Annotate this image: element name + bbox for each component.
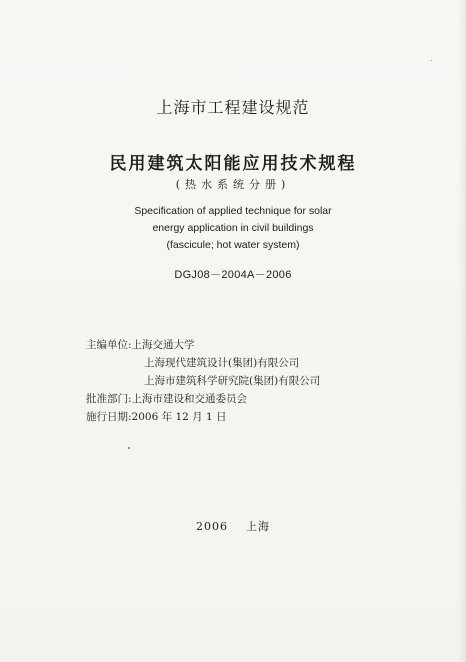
- english-title-line: (fascicule; hot water system): [166, 239, 300, 251]
- footer-city: 上海: [246, 520, 270, 533]
- scan-speck: [128, 447, 130, 449]
- chief-editor-label: 主编单位:: [86, 339, 132, 351]
- english-title: [0, 203, 466, 254]
- effective-date-label: 施行日期:: [86, 411, 132, 423]
- scan-speck: [431, 60, 432, 61]
- standard-code: DGJ08－2004A－2006: [174, 269, 292, 281]
- english-title-line: energy application in civil buildings: [152, 222, 314, 234]
- chief-editor-unit: 上海市建筑科学研究院(集团)有限公司: [144, 375, 321, 387]
- approval-row: [86, 390, 320, 408]
- effective-date-row: [86, 408, 320, 426]
- approval-label: 批准部门:: [86, 393, 132, 405]
- effective-date-value: 2006 年 12 月 1 日: [131, 411, 227, 423]
- footer-year: 2006: [196, 520, 228, 533]
- publication-info: [86, 336, 320, 426]
- chief-editor-row: [86, 372, 320, 390]
- chief-editor-row: [86, 354, 320, 372]
- main-title: 民用建筑太阳能应用技术规程: [109, 154, 357, 174]
- footer-imprint: [0, 518, 466, 534]
- series-title: 上海市工程建设规范: [156, 98, 310, 117]
- chief-editor-unit: 上海现代建筑设计(集团)有限公司: [144, 357, 300, 369]
- chief-editor-row: [86, 336, 320, 354]
- english-title-line: Specification of applied technique for solar: [134, 205, 332, 217]
- chief-editor-unit: 上海交通大学: [131, 339, 195, 351]
- subtitle: (热水系统分册): [175, 178, 291, 191]
- approval-value: 上海市建设和交通委员会: [131, 393, 248, 405]
